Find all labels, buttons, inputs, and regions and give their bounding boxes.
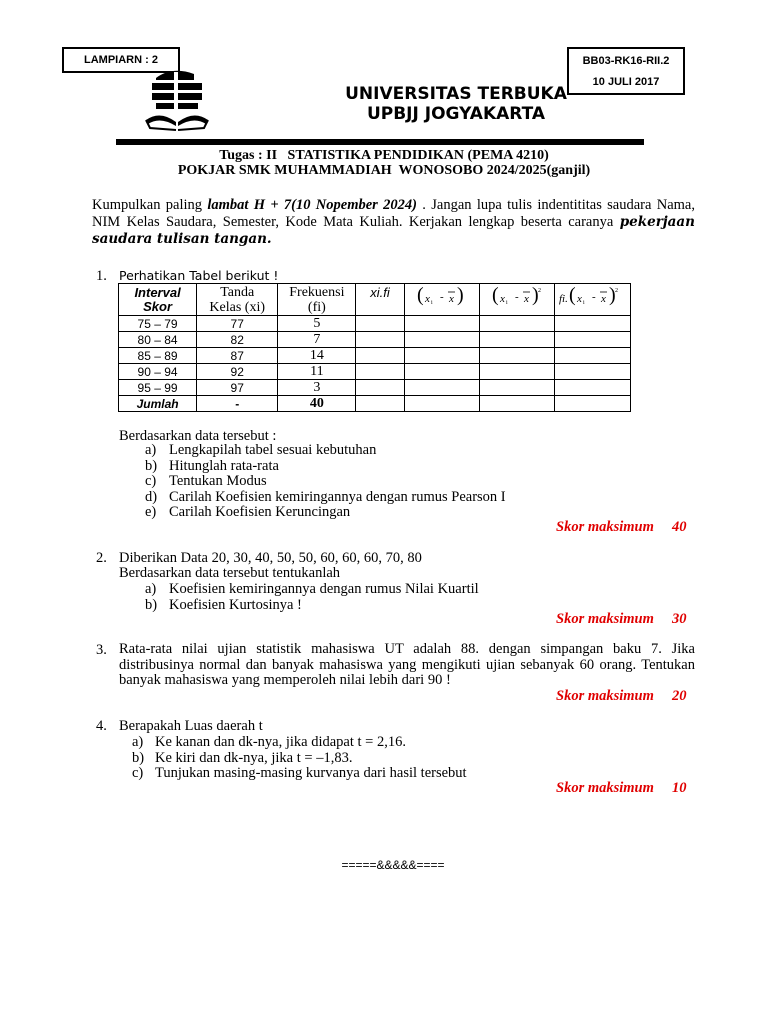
cell-empty xyxy=(554,364,630,380)
list-item: Lengkapilah tabel sesuai kebutuhan xyxy=(169,442,377,458)
list-item: Koefisien Kurtosinya ! xyxy=(169,596,302,613)
formula-deviation-squared-icon xyxy=(482,284,552,306)
table-row xyxy=(119,332,631,348)
cell-frekuensi: 7 xyxy=(278,332,356,348)
table-row xyxy=(119,380,631,396)
q1-score xyxy=(556,519,687,536)
score-label: Skor maksimum xyxy=(556,780,654,796)
list-item-label: a) xyxy=(145,581,157,597)
svg-text:2: 2 xyxy=(615,288,619,294)
list-item: Tentukan Modus xyxy=(169,473,267,489)
q4-number: 4. xyxy=(96,718,107,734)
cell-empty xyxy=(356,316,404,332)
list-item: Carilah Koefisien Keruncingan xyxy=(169,504,351,520)
course-line: Tugas : II STATISTIKA PENDIDIKAN (PEMA 4210) xyxy=(219,148,549,163)
cell-empty xyxy=(356,364,404,380)
q2-prompt: Diberikan Data 20, 30, 40, 50, 50, 60, 60, 60, 70, 80 xyxy=(119,550,422,566)
svg-text:x: x xyxy=(577,293,583,305)
svg-text:i: i xyxy=(430,300,433,306)
header-tanda: Tanda Kelas (xi) xyxy=(197,284,278,316)
score-value: 10 xyxy=(672,780,687,796)
svg-text:): ) xyxy=(456,284,464,306)
cell-frekuensi: 5 xyxy=(278,316,356,332)
score-label: Skor maksimum xyxy=(556,519,654,535)
list-item-label: b) xyxy=(145,457,158,474)
svg-text:): ) xyxy=(609,284,617,306)
cell-empty xyxy=(404,316,479,332)
list-item: Carilah Koefisien kemiringannya dengan rumus Pearson I xyxy=(169,488,506,505)
cell-interval: 95 – 99 xyxy=(119,380,197,396)
cell-frekuensi: 14 xyxy=(278,348,356,364)
branch-title: UPBJJ JOGYAKARTA xyxy=(366,104,546,124)
cell-empty xyxy=(554,348,630,364)
intro-text-1: Kumpulkan paling xyxy=(92,197,208,213)
svg-text:2: 2 xyxy=(537,288,541,294)
list-item-label: b) xyxy=(145,596,158,613)
svg-text:i: i xyxy=(505,300,508,306)
formula-deviation-icon xyxy=(407,284,477,306)
header-xifi: xi.fi xyxy=(356,284,404,316)
q1-prompt: Perhatikan Tabel berikut ! xyxy=(119,268,279,283)
svg-text:x: x xyxy=(601,293,607,305)
cell-empty xyxy=(356,332,404,348)
table-row xyxy=(119,348,631,364)
cell-empty xyxy=(479,396,554,412)
pokjar-line: POKJAR SMK MUHAMMADIAH WONOSOBO 2024/2025(ganjil) xyxy=(177,163,591,178)
header-frekuensi: Frekuensi (fi) xyxy=(278,284,356,316)
table-header-row xyxy=(119,284,631,316)
cell-empty xyxy=(554,316,630,332)
formula-weighted-deviation-icon xyxy=(555,284,629,306)
cell-empty xyxy=(356,380,404,396)
list-item-label: a) xyxy=(132,734,144,750)
deadline-text: lambat H + 7(10 Nopember 2024) xyxy=(207,197,417,213)
list-item: Ke kiri dan dk-nya, jika t = –1,83. xyxy=(155,749,353,766)
cell-interval: 85 – 89 xyxy=(119,348,197,364)
document-date: 10 JULI 2017 xyxy=(592,76,660,88)
list-item-label: c) xyxy=(132,765,144,781)
q4-score xyxy=(556,780,687,797)
total-frekuensi: 40 xyxy=(278,396,356,412)
total-tanda: - xyxy=(197,396,278,412)
cell-empty xyxy=(404,364,479,380)
score-label: Skor maksimum xyxy=(556,611,654,627)
header-deviation xyxy=(404,284,479,316)
table-row xyxy=(119,364,631,380)
svg-text:i: i xyxy=(583,300,586,306)
list-item: Ke kanan dan dk-nya, jika didapat t = 2,16. xyxy=(155,734,406,750)
cell-empty xyxy=(404,396,479,412)
intro-text-2: . Jangan lupa tulis indentititas saudara Nama, NIM Kelas Saudara, Semester, Kode Mata Kuliah. Kerjakan lengkap beserta caranya xyxy=(92,197,695,230)
list-item-label: b) xyxy=(132,749,145,766)
cell-tanda: 77 xyxy=(197,316,278,332)
cell-tanda: 92 xyxy=(197,364,278,380)
cell-frekuensi: 3 xyxy=(278,380,356,396)
cell-empty xyxy=(479,332,554,348)
svg-text:): ) xyxy=(531,284,539,306)
cell-tanda: 97 xyxy=(197,380,278,396)
score-value: 20 xyxy=(672,688,687,704)
q2-lead: Berdasarkan data tersebut tentukanlah xyxy=(119,565,341,581)
q1-number: 1. xyxy=(96,268,107,284)
university-logo-icon xyxy=(142,64,214,136)
svg-text:(: ( xyxy=(569,284,577,306)
score-value: 30 xyxy=(672,611,687,627)
frequency-table xyxy=(118,283,631,412)
list-item: Koefisien kemiringannya dengan rumus Nilai Kuartil xyxy=(169,581,479,597)
university-title: UNIVERSITAS TERBUKA xyxy=(345,84,567,104)
svg-text:x: x xyxy=(499,293,505,305)
list-item-label: e) xyxy=(145,504,157,520)
cell-empty xyxy=(554,396,630,412)
cell-interval: 90 – 94 xyxy=(119,364,197,380)
lampiran-label: LAMPIARN : 2 xyxy=(84,54,158,66)
q3-text: Rata-rata nilai ujian statistik mahasiswa UT adalah 88. dengan simpangan baku 7. Jika distribusinya normal dan banyak mahasiswa yang mengikuti ujian sebanyak 60 orang. Tentukan banyak mahasiswa yang memperoleh nilai lebih dari 90 ! xyxy=(119,641,695,688)
total-label: Jumlah xyxy=(119,396,197,412)
cell-empty xyxy=(479,364,554,380)
svg-text:(: ( xyxy=(416,284,424,306)
cell-empty xyxy=(404,348,479,364)
cell-tanda: 87 xyxy=(197,348,278,364)
cell-empty xyxy=(554,332,630,348)
cell-empty xyxy=(356,396,404,412)
svg-text:fi.: fi. xyxy=(559,293,569,305)
list-item-label: a) xyxy=(145,442,157,458)
score-label: Skor maksimum xyxy=(556,688,654,704)
cell-empty xyxy=(479,380,554,396)
header-weighted-deviation xyxy=(554,284,630,316)
intro-paragraph xyxy=(92,197,695,248)
score-value: 40 xyxy=(672,519,687,535)
cell-empty xyxy=(404,380,479,396)
cell-interval: 75 – 79 xyxy=(119,316,197,332)
document-code: BB03-RK16-RII.2 xyxy=(582,55,670,67)
table-row xyxy=(119,316,631,332)
table-total-row xyxy=(119,396,631,412)
cell-empty xyxy=(554,380,630,396)
q2-number: 2. xyxy=(96,550,107,566)
cell-frekuensi: 11 xyxy=(278,364,356,380)
q3-score xyxy=(556,688,687,705)
svg-text:-: - xyxy=(514,291,519,303)
list-item: Tunjukan masing-masing kurvanya dari hasil tersebut xyxy=(155,765,467,781)
header-interval: Interval Skor xyxy=(119,284,197,316)
cell-empty xyxy=(356,348,404,364)
emphasis-text: pekerjaan saudara tulisan tangan. xyxy=(92,214,695,247)
q1-lead: Berdasarkan data tersebut : xyxy=(119,428,277,444)
svg-text:-: - xyxy=(439,291,444,303)
svg-text:x: x xyxy=(523,293,529,305)
cell-empty xyxy=(479,316,554,332)
svg-text:x: x xyxy=(448,293,454,305)
cell-tanda: 82 xyxy=(197,332,278,348)
q2-score xyxy=(556,611,687,628)
list-item-label: c) xyxy=(145,473,157,489)
list-item: Hitunglah rata-rata xyxy=(169,457,279,474)
header-divider xyxy=(116,139,644,145)
q3-number: 3. xyxy=(96,642,107,658)
cell-empty xyxy=(404,332,479,348)
header-deviation-squared xyxy=(479,284,554,316)
svg-text:(: ( xyxy=(491,284,499,306)
svg-text:x: x xyxy=(424,293,430,305)
cell-interval: 80 – 84 xyxy=(119,332,197,348)
svg-text:-: - xyxy=(592,291,597,303)
list-item-label: d) xyxy=(145,488,158,505)
q4-prompt: Berapakah Luas daerah t xyxy=(119,718,263,734)
cell-empty xyxy=(479,348,554,364)
footer-separator: =====&&&&&==== xyxy=(341,858,445,872)
